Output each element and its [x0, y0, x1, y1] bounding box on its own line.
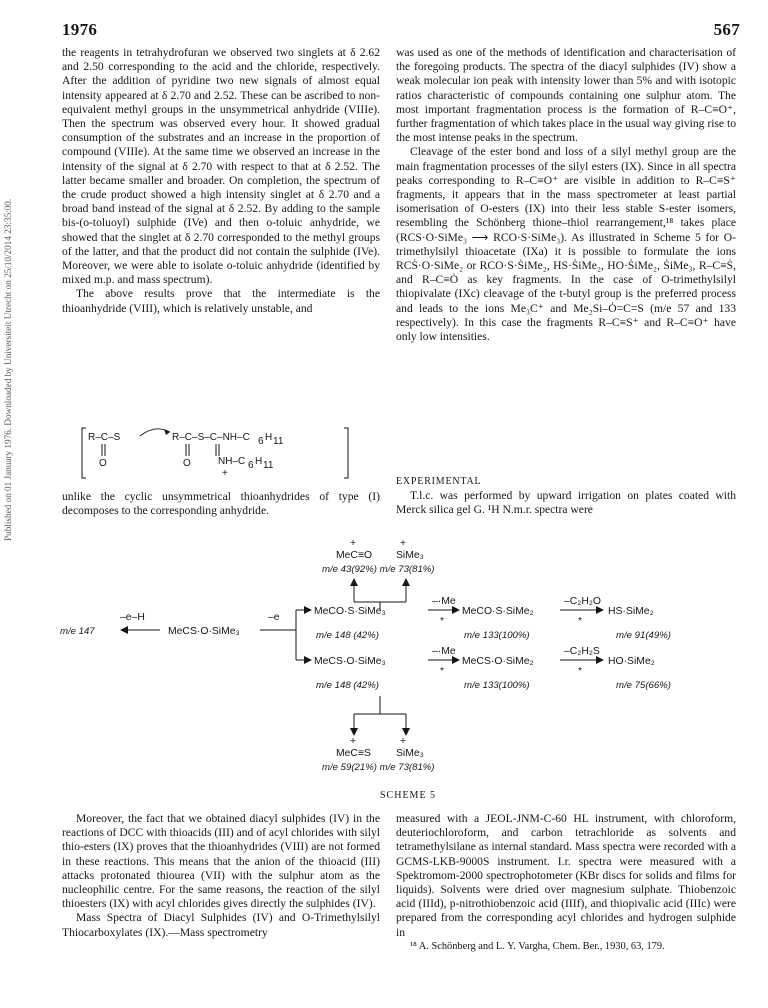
scheme-branch-upper: MeCO·S·SiMe₃: [314, 606, 386, 617]
scheme-star-3: *: [440, 666, 445, 677]
scheme-star-1: *: [440, 616, 445, 627]
structure-left-fragment: R–C–S: [88, 432, 121, 443]
scheme-branch-lower-label: m/e 148 (42%): [316, 680, 379, 691]
structure-plus: +: [222, 468, 228, 479]
scheme-plus-2: +: [400, 538, 407, 549]
paragraph: Moreover, the fact that we obtained diacyl sulphides (IV) in the reactions of DCC with thioacids (III) and of acyl chlorides with silyl thio-esters (IX) proves that the thioanhydrides (VIII) are not formed in these reactions. This means that the anion of the thioacid (III) attacks protonated thiourea (VII) with the sulphur atom as the nucleophilic centre. For the same reasons, the reaction of the silyl thioesters (IX) with acyl chlorides gives directly the sulphides (IV).: [62, 812, 380, 911]
structure-lower-h: H: [255, 456, 263, 467]
scheme-final-lower: HO·SiMe₂: [608, 656, 655, 667]
paragraph: was used as one of the methods of identification and characterisation of the foregoing products. The spectra of the diacyl sulphides (IV) show a weak molecular ion peak with intensity lower than 5% and with isotopic ratios characteristic of compounds containing one sulphur atom. The most important fragmentation process is the formation of R–C≡O⁺, further fragmentation of which takes place in the usual way giving rise to the most intense peaks in the spectrum.: [396, 46, 736, 145]
scheme-top-label: m/e 43(92%) m/e 73(81%): [322, 564, 435, 575]
left-column-bottom-text: [62, 812, 380, 940]
scheme-final-lower-label: m/e 75(66%): [616, 680, 671, 691]
experimental-section: [396, 475, 736, 518]
structure-right-fragment: R–C–S–C–NH–C: [172, 432, 250, 443]
scheme-bottom-ion-2: SiMe₃: [396, 748, 424, 759]
download-watermark: Published on 01 January 1976. Downloaded by Universiteit Utrecht on 25/10/2014 23:35:00.: [3, 198, 13, 542]
scheme-loss-e: –e: [268, 612, 280, 623]
scheme-frag-upper: MeCO·S·SiMe₂: [462, 606, 534, 617]
left-column-text: [62, 46, 380, 316]
scheme-loss-c2h2o: –C₂H₂O: [564, 596, 601, 607]
scheme-top-ion-2: SiMe₃: [396, 550, 424, 561]
thioanhydride-structure: [80, 424, 350, 482]
scheme-title: SCHEME 5: [380, 790, 437, 801]
structure-sub-6: 6: [258, 436, 264, 447]
scheme-star-2: *: [578, 616, 583, 627]
paragraph: Cleavage of the ester bond and loss of a silyl methyl group are the main fragmentation processes of the silyl esters (IX). Since in all spectra peaks corresponding to R–C≡O⁺ are visible in addition to R–C≡S⁺ fragments, it appears that in the mass spectrometer at least partial isomerisation of O-esters (IX) into their less stable S-ester isomers, resembling the Schönberg thione–thiol rearrangement,¹⁸ takes place (RCS·O·SiMe₃ ⟶ RCO·S·SiMe₃). As illustrated in Scheme 5 for O-trimethylsilyl thioacetate (IXa) it is possible to formulate the ions RCṠ·O·SiMe₂ or RCO·S·ṠiMe₂, HS·ṠiMe₂, HO·ṠiMe₂, ṠiMe₃, R–C≡Ṡ, and R–C≡Ȯ as key fragments. In the case of O-trimethylsilyl thiopivalate (IXc) cleavage of the t-butyl group is the preferred process and leads to the ions Me₃C⁺ and Me₂Si–Ȯ=C=S (m/e 57 and 133 respectively). In this case the fragments R–C≡S⁺ and R–C≡O⁺ have only low intensities.: [396, 145, 736, 344]
paragraph: T.l.c. was performed by upward irrigation on plates coated with Merck silica gel G. ¹H N.m.r. spectra were: [396, 489, 736, 517]
scheme-bottom-label: m/e 59(21%) m/e 73(81%): [322, 762, 435, 773]
paragraph: The above results prove that the intermediate is the thioanhydride (VIII), which is relatively unstable, and: [62, 287, 380, 315]
scheme-final-upper-label: m/e 91(49%): [616, 630, 671, 641]
running-head-year: 1976: [62, 20, 98, 39]
structure-lower-nh: NH–C: [218, 456, 246, 467]
paragraph: measured with a JEOL-JNM-C-60 HL instrument, with chloroform, deuteriochloroform, and carbon tetrachloride as solvents and tetramethylsilane as internal standard. Mass spectra were recorded with a GCMS-LKB-9000S instrument. I.r. spectra were measured with a Spektromom-2000 spectrophotometer (KBr discs for solids and films for liquids). Solvents were dried over magnesium sulphate. Thiobenzoic acid (IIId), p-nitrothiobenzoic acid (IIIf), and thiopivalic acid (IIIc) were prepared from the corresponding acyl chlorides and hydrogen sulphide in: [396, 812, 736, 939]
scheme-loss-c2h2s: –C₂H₂S: [564, 646, 600, 657]
structure-left-oxygen: O: [99, 458, 107, 469]
paragraph: the reagents in tetrahydrofuran we observed two singlets at δ 2.62 and 2.50 corresponding to the acid and the chloride, respectively. After the addition of pyridine two new signals of almost equal intensity appeared at δ 2.70 and 2.52. These can be ascribed to non-equivalent methyl groups in the unsymmetrical anhydride (VIIIe). Then the spectrum was observed every hour. It showed gradual consumption of the substrates and an increase in the proportion of compound (VIIIe). At the same time we observed an increase in the intensity of the signal at δ 2.70 with respect to that at δ 2.52. The latter became smaller and broader. On completion, the spectrum of the crude product showed a high intensity singlet at δ 2.70 and a broad band instead of the signal at δ 2.52. By adding to the sample bis-(o-toluoyl) sulphide (IVe) and then o-toluic anhydride, we showed that the singlet at δ 2.70 corresponded to the methyl groups of the latter, and that the product did not contain the sulphide (IVe). Moreover, we were able to isolate o-toluic anhydride (identified by mixed m.p. and mass spectrum).: [62, 46, 380, 287]
scheme-bottom-ion-1: MeC≡S: [336, 748, 371, 759]
scheme-frag-upper-label: m/e 133(100%): [464, 630, 530, 641]
structure-right-oxygen: O: [183, 458, 191, 469]
structure-lower-sub-6: 6: [248, 460, 254, 471]
scheme-branch-upper-label: m/e 148 (42%): [316, 630, 379, 641]
fragmentation-scheme: [60, 534, 750, 804]
right-column-text: [396, 46, 736, 344]
scheme-plus-3: +: [350, 736, 357, 747]
scheme-star-4: *: [578, 666, 583, 677]
scheme-branch-lower: MeCS·O·SiMe₃: [314, 656, 386, 667]
section-heading: EXPERIMENTAL: [396, 476, 482, 487]
left-column-after-structure: [62, 490, 380, 518]
scheme-top-ion-1: MeC≡O: [336, 550, 373, 561]
scheme-frag-lower: MeCS·O·SiMe₂: [462, 656, 534, 667]
scheme-frag-lower-label: m/e 133(100%): [464, 680, 530, 691]
right-column-bottom-text: [396, 812, 736, 954]
scheme-loss-eh: –e–H: [120, 612, 145, 623]
paragraph: unlike the cyclic unsymmetrical thioanhydrides of type (I) decomposes to the corresponding anhydride.: [62, 490, 380, 518]
footnote: ¹⁸ A. Schönberg and L. Y. Vargha, Chem. Ber., 1930, 63, 179.: [410, 940, 665, 952]
page-number: 567: [713, 20, 740, 39]
scheme-plus-4: +: [400, 736, 407, 747]
scheme-plus-1: +: [350, 538, 357, 549]
scheme-parent: MeCS·O·SiMe₃: [168, 626, 240, 637]
scheme-final-upper: HS·SiMe₂: [608, 606, 654, 617]
scheme-loss-me-2: –·Me: [432, 646, 456, 657]
structure-lower-sub-11: 11: [263, 460, 274, 471]
structure-sub-11: 11: [273, 436, 284, 447]
structure-h: H: [265, 432, 273, 443]
section-subheading-paragraph: Mass Spectra of Diacyl Sulphides (IV) and O-Trimethylsilyl Thiocarboxylates (IX).—Mass spectrometry: [62, 911, 380, 939]
scheme-loss-me-1: –·Me: [432, 596, 456, 607]
scheme-molecular-ion: m/e 147: [60, 626, 95, 637]
